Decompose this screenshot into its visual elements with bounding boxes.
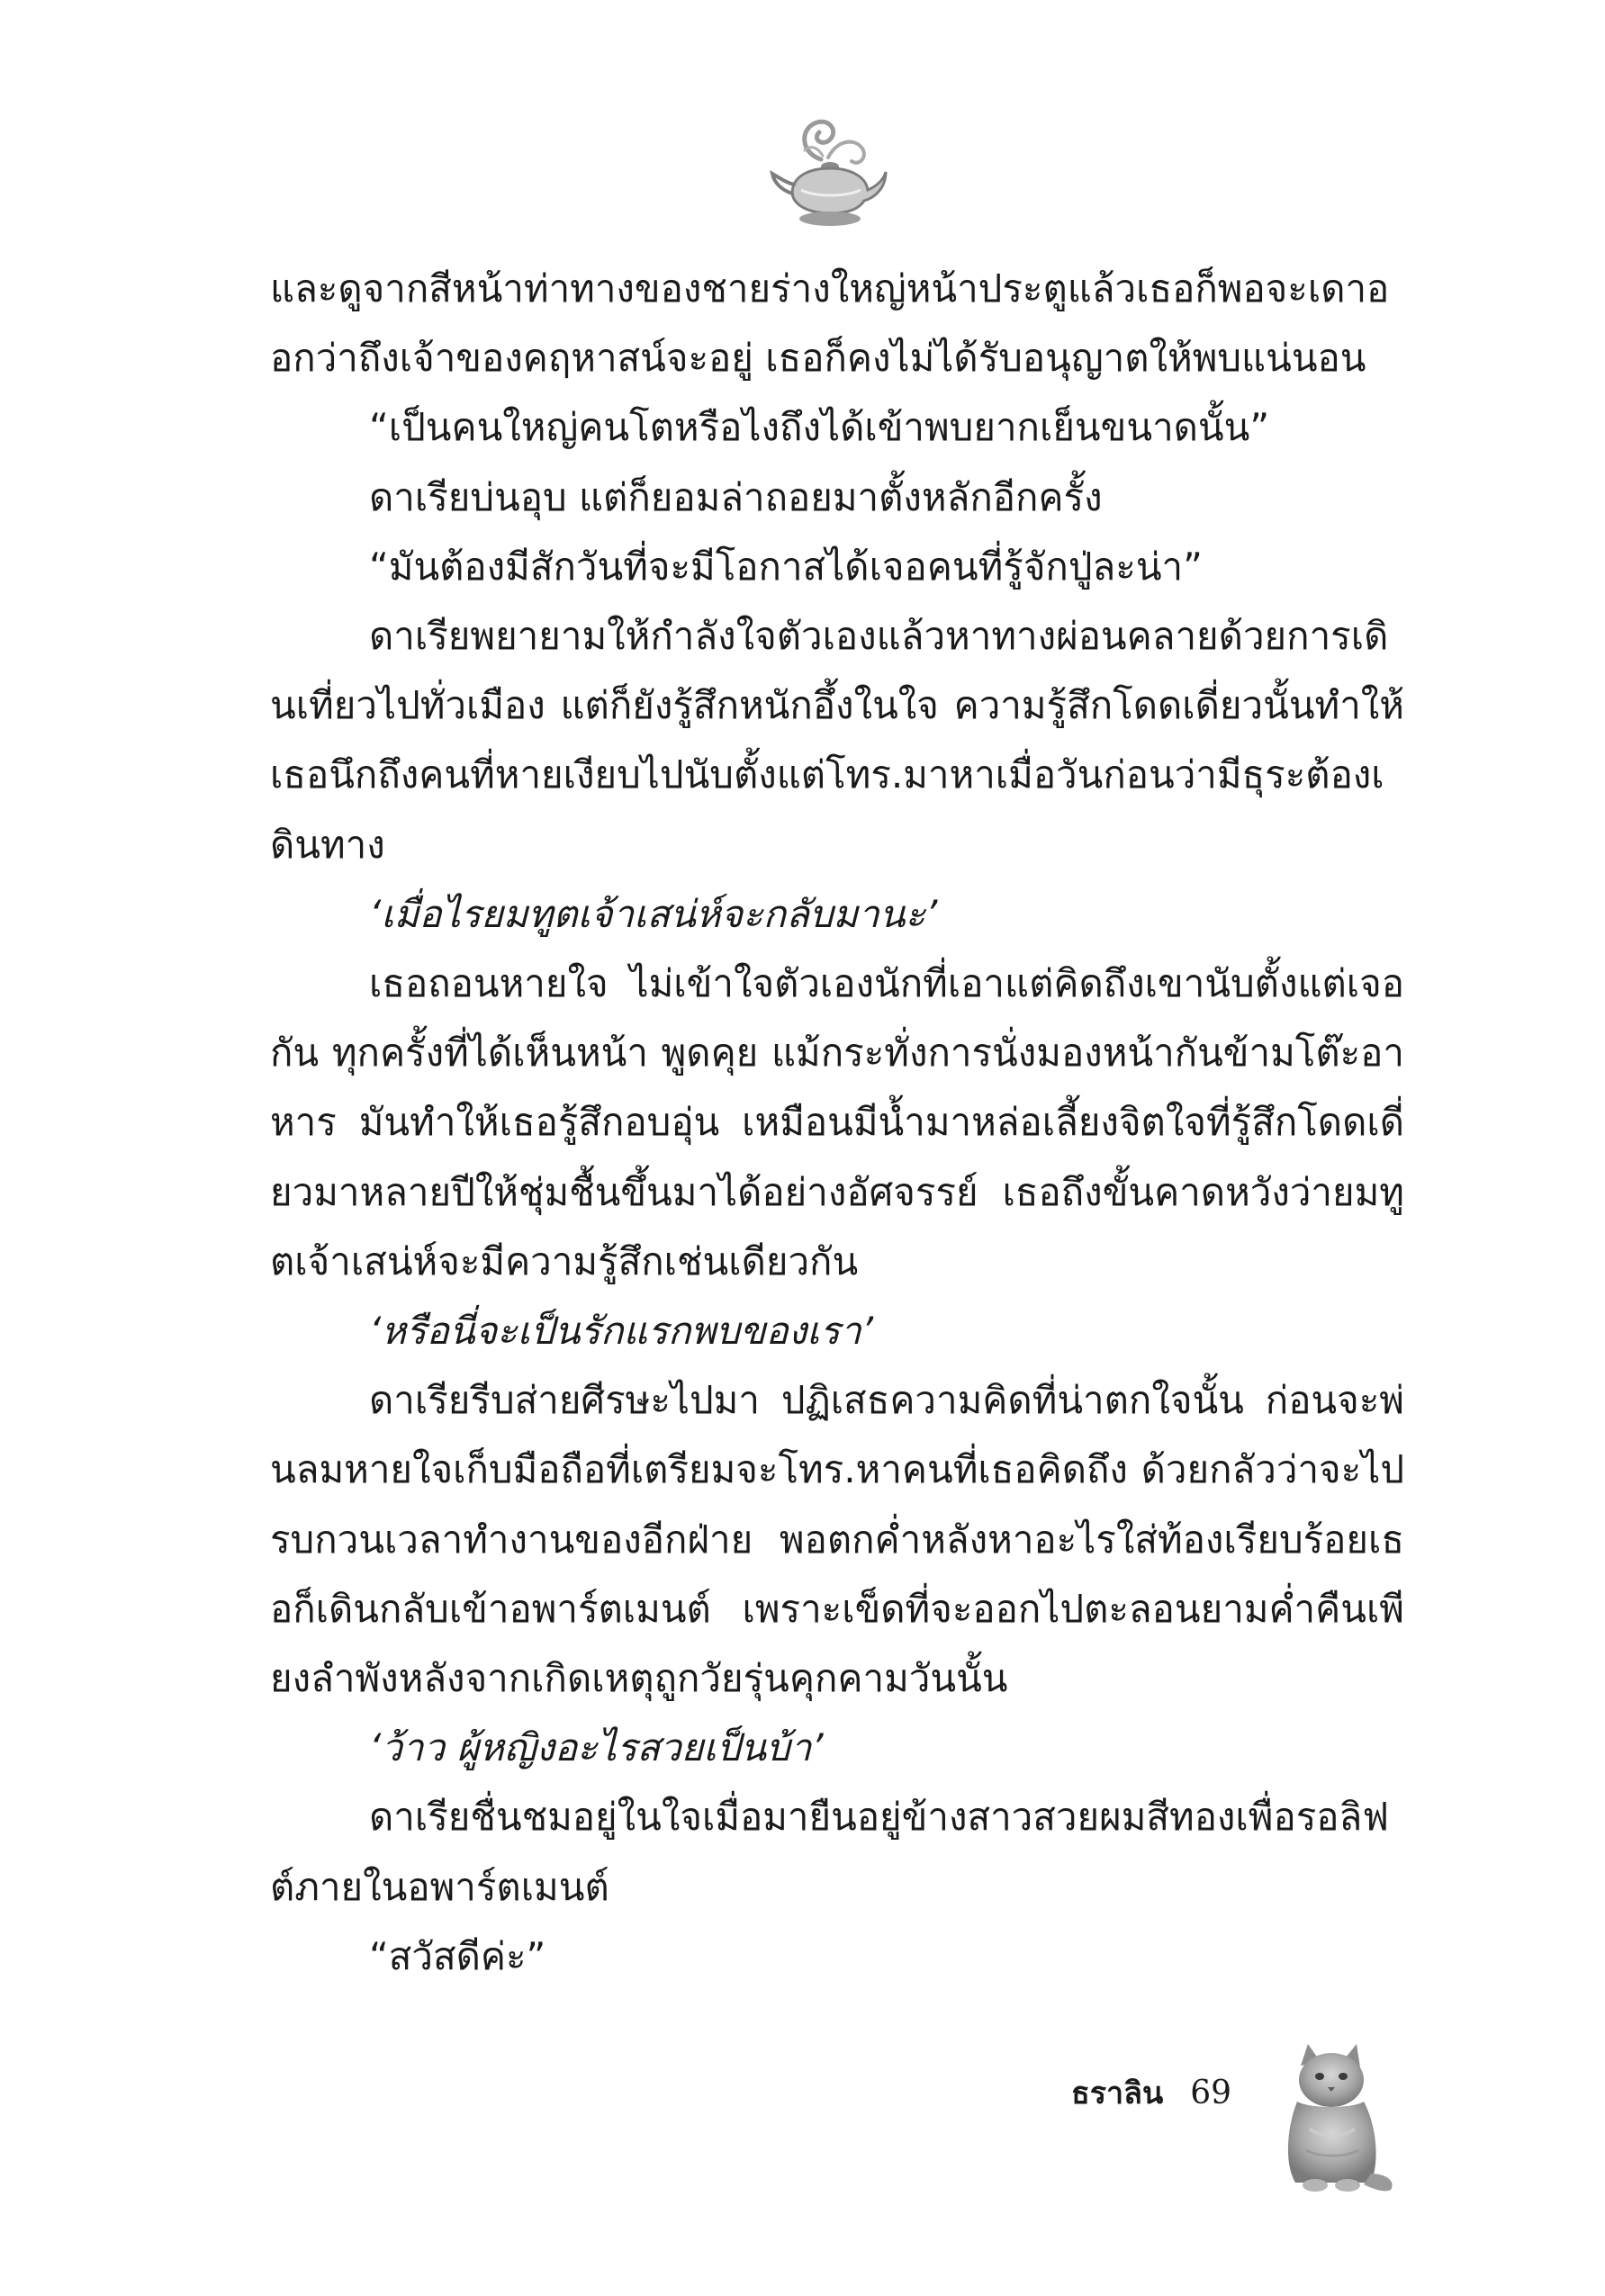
body-text — [270, 254, 1404, 1991]
paragraph: “มันต้องมีสักวันที่จะมีโอกาสได้เจอคนที่รู้จักปู่ละน่า” — [369, 544, 1203, 589]
paragraph-thought: ‘หรือนี่จะเป็นรักแรกพบของเรา’ — [369, 1309, 874, 1354]
paragraph: ดาเรียชื่นชมอยู่ในใจเมื่อมายืนอยู่ข้างสาวสวยผมสีทองเพื่อรอลิฟต์ภายในอพาร์ตเมนต์ — [270, 1795, 1389, 1909]
paragraph: เธอถอนหายใจ ไม่เข้าใจตัวเองนักที่เอาแต่คิดถึงเขานับตั้งแต่เจอกัน ทุกครั้งที่ได้เห็นหน้า พูดคุย แม้กระทั่งการนั่งมองหน้ากันข้ามโต๊ะอาหาร มันทำให้เธอรู้สึกอบอุ่น เหมือนมีน้ำมาหล่อเลี้ยงจิตใจที่รู้สึกโดดเดี่ยวมาหลายปีให้ชุ่มชื้นขึ้นมาได้อย่างอัศจรรย์ เธอถึงขั้นคาดหวังว่ายมทูตเจ้าเสน่ห์จะมีความรู้สึกเช่นเดียวกัน — [270, 961, 1404, 1283]
paragraph: และดูจากสีหน้าท่าทางของชายร่างใหญ่หน้าประตูแล้วเธอก็พอจะเดาออกว่าถึงเจ้าของคฤหาสน์จะอยู่ เธอก็คงไม่ได้รับอนุญาตให้พบแน่นอน — [270, 266, 1390, 381]
author-name: ธราลิน — [1071, 2075, 1164, 2111]
paragraph: “เป็นคนใหญ่คนโตหรือไงถึงได้เข้าพบยากเย็นขนาดนั้น” — [369, 405, 1270, 450]
paragraph-thought: ‘เมื่อไรยมทูตเจ้าเสน่ห์จะกลับมานะ’ — [369, 891, 938, 936]
cat-icon — [1265, 2039, 1400, 2196]
paragraph: ดาเรียรีบส่ายศีรษะไปมา ปฏิเสธความคิดที่น่าตกใจนั้น ก่อนจะพ่นลมหายใจเก็บมือถือที่เตรียมจะโทร.หาคนที่เธอคิดถึง ด้วยกลัวว่าจะไปรบกวนเวลาทำงานของอีกฝ่าย พอตกค่ำหลังหาอะไรใส่ท้องเรียบร้อยเธอก็เดินกลับเข้าอพาร์ตเมนต์ เพราะเข็ดที่จะออกไปตะลอนยามค่ำคืนเพียงลำพังหลังจากเกิดเหตุถูกวัยรุ่นคุกคามวันนั้น — [270, 1378, 1404, 1701]
magic-lamp-icon — [765, 104, 891, 239]
paragraph: ดาเรียพยายามให้กำลังใจตัวเองแล้วหาทางผ่อนคลายด้วยการเดินเที่ยวไปทั่วเมือง แต่ก็ยังรู้สึกหนักอึ้งในใจ ความรู้สึกโดดเดี่ยวนั้นทำให้เธอนึกถึงคนที่หายเงียบไปนับตั้งแต่โทร.มาหาเมื่อวันก่อนว่ามีธุระต้องเดินทาง — [270, 614, 1404, 867]
page-number: 69 — [1190, 2074, 1231, 2111]
page-footer — [1071, 2066, 1231, 2120]
paragraph: “สวัสดีค่ะ” — [369, 1933, 546, 1978]
paragraph: ดาเรียบ่นอุบ แต่ก็ยอมล่าถอยมาตั้งหลักอีกครั้ง — [369, 474, 1103, 519]
paragraph-thought: ‘ว้าว ผู้หญิงอะไรสวยเป็นบ้า’ — [369, 1725, 824, 1770]
